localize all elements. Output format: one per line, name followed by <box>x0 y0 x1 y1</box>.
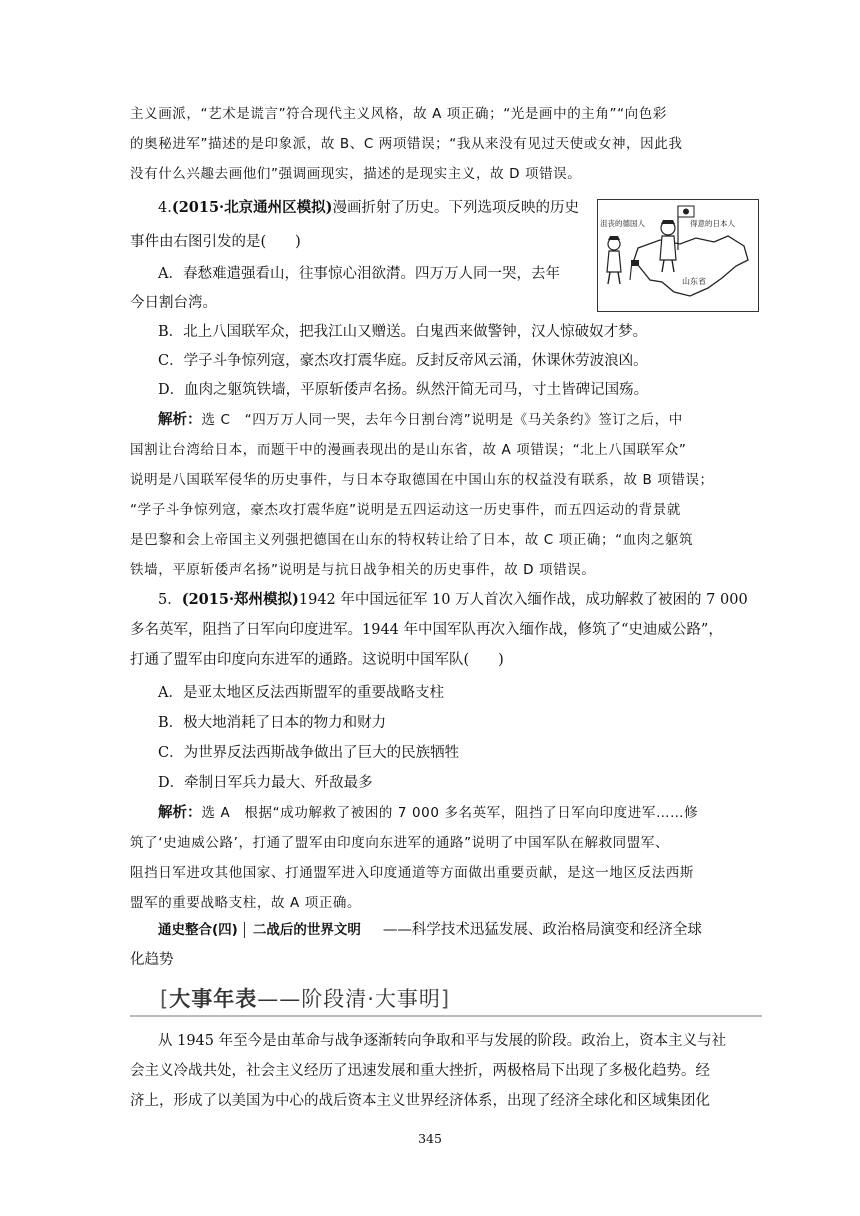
banner-title <box>160 985 450 1013</box>
text-line: 没有什么兴趣去画他们”强调画现实，描述的是现实主义，故 D 项错误。 <box>130 166 582 182</box>
analysis-line: 阻挡日军进攻其他国家、打通盟军进入印度通道等方面做出重要贡献，是这一地区反法西斯 <box>130 865 694 881</box>
cartoon-label-shandong: 山东省 <box>682 277 706 286</box>
analysis-line: 国割让台湾给日本，而题干中的漫画表现出的是山东省，故 A 项错误；“北上八国联军众” <box>130 442 687 458</box>
section-title: 二战后的世界文明 <box>252 922 361 938</box>
question-5-option-a: A．是亚太地区反法西斯盟军的重要战略支柱 <box>158 685 444 701</box>
question-5-option-c: C．为世界反法西斯战争做出了巨大的民族牺牲 <box>158 745 460 761</box>
question-source: (2015·郑州模拟) <box>181 591 299 608</box>
cartoon-illustration <box>597 199 759 312</box>
question-source: (2015·北京通州区模拟) <box>171 199 333 216</box>
question-4-stem <box>158 198 579 218</box>
timeline-banner <box>130 985 762 1017</box>
question-5-analysis <box>158 803 698 823</box>
section-label: 通史整合(四) <box>158 922 238 938</box>
text-line: 的奥秘进军”描述的是印象派，故 B、C 两项错误；“我从来没有见过天使或女神，因此我 <box>130 136 683 152</box>
banner-open-bracket: [ <box>160 987 170 1011</box>
question-number: 5． <box>158 592 182 608</box>
analysis-line: 盟军的重要战略支柱，故 A 项正确。 <box>130 895 362 911</box>
analysis-line: 是巴黎和会上帝国主义列强把德国在山东的特权转让给了日本，故 C 项正确；“血肉之躯筑 <box>130 532 694 548</box>
question-5-stem-cont: 多名英军，阻挡了日军向印度进军。1944 年中国军队再次入缅作战，修筑了“史迪威公路”， <box>130 622 723 638</box>
analysis-line: 铁墙，平原斩倭声名扬”说明是与抗日战争相关的历史事件，故 D 项错误。 <box>130 562 596 578</box>
analysis-text: 选 C “四万万人同一哭，去年今日割台湾”说明是《马关条约》签订之后，中 <box>201 412 683 428</box>
question-4-option-b: B．北上八国联军众，把我江山又赠送。白鬼西来做警钟，汉人惊破奴才梦。 <box>158 324 648 340</box>
page-number: 345 <box>418 1131 442 1146</box>
question-5-option-b: B．极大地消耗了日本的物力和财力 <box>158 715 387 731</box>
analysis-text: 选 A 根据“成功解救了被困的 7 000 多名英军，阻挡了日军向印度进军……修 <box>201 805 699 821</box>
cartoon-label-germans: 沮丧的德国人 <box>600 219 645 228</box>
paragraph-line: 会主义冷战共处，社会主义经历了迅速发展和重大挫折，两极格局下出现了多极化趋势。经 <box>130 1063 710 1079</box>
analysis-label: 解析： <box>158 804 202 821</box>
section-subtitle: ——科学技术迅猛发展、政治格局演变和经济全球 <box>382 922 702 938</box>
question-4-option-c: C．学子斗争惊列寇，豪杰攻打震华庭。反封反帝风云涌，休课休劳波浪凶。 <box>158 353 648 369</box>
question-5-option-d: D．牵制日军兵力最大、歼敌最多 <box>158 775 373 791</box>
text-line: 主义画派，“艺术是谎言”符合现代主义风格，故 A 项正确；“光是画中的主角”“向色彩 <box>130 106 667 122</box>
question-4-option-d: D．血肉之躯筑铁墙，平原斩倭声名扬。纵然汗简无司马，寸土皆碑记国殇。 <box>158 382 649 398</box>
banner-close-bracket: ] <box>440 987 451 1011</box>
question-5-stem <box>158 590 748 610</box>
question-stem: 1942 年中国远征军 10 万人首次入缅作战，成功解救了被困的 7 000 <box>298 592 748 608</box>
analysis-line: 说明是八国联军侵华的历史事件，与日本夺取德国在中国山东的权益没有联系，故 B 项错误； <box>130 472 714 488</box>
question-4-analysis <box>158 410 683 430</box>
question-4-option-a-cont: 今日割台湾。 <box>130 295 217 311</box>
paragraph-line: 从 1945 年至今是由革命与战争逐渐转向争取和平与发展的阶段。政治上，资本主义与社 <box>158 1033 727 1049</box>
cartoon-drawing <box>598 200 758 311</box>
banner-strong: 大事年表 <box>169 987 258 1011</box>
section-heading <box>158 920 702 940</box>
question-stem: 漫画折射了历史。下列选项反映的历史 <box>332 200 579 216</box>
question-5-stem-cont: 打通了盟军由印度向东进军的通路。这说明中国军队( ) <box>130 652 504 668</box>
analysis-line: “学子斗争惊列寇，豪杰攻打震华庭”说明是五四运动这一历史事件，而五四运动的背景就 <box>130 502 681 518</box>
analysis-label: 解析： <box>158 411 202 428</box>
paragraph-line: 济上，形成了以美国为中心的战后资本主义世界经济体系，出现了经济全球化和区域集团化 <box>130 1093 710 1109</box>
analysis-line: 筑了‘史迪威公路’，打通了盟军由印度向东进军的通路”说明了中国军队在解救同盟军、 <box>130 835 670 851</box>
section-subtitle-cont: 化趋势 <box>130 952 174 968</box>
banner-rest: ——阶段清·大事明 <box>257 987 441 1011</box>
question-number: 4. <box>158 200 172 216</box>
section-divider <box>244 922 245 938</box>
cartoon-label-japanese: 得意的日本人 <box>690 219 735 228</box>
question-4-option-a: A．春愁难遣强看山，往事惊心泪欲潸。四万万人同一哭，去年 <box>158 266 560 282</box>
question-4-stem-cont: 事件由右图引发的是( ) <box>130 234 301 250</box>
